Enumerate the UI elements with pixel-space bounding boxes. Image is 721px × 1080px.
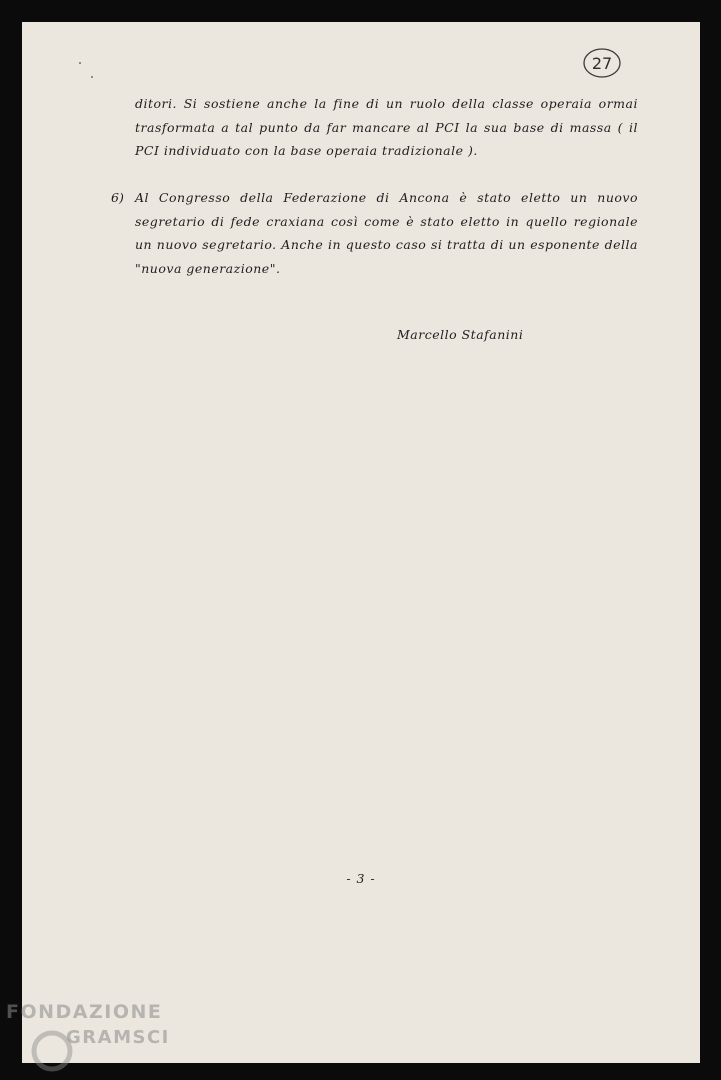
paragraph-continuation: ditori. Si sostiene anche la fine di un ruolo della classe operaia ormai trasformata a tal punto da far mancare al PCI la sua base di massa ( il PCI individuato con la base operaia tradizionale ). [135,96,638,158]
fondazione-gramsci-watermark [6,998,186,1080]
list-item-number: 6) [111,190,124,205]
watermark-line-1: FONDAZIONE [6,1001,163,1023]
signature: Marcello Stafanini [397,327,524,342]
document-page [22,22,700,1063]
watermark-g-logo-icon [34,1033,70,1069]
list-item-paragraph: Al Congresso della Federazione di Ancona è stato eletto un nuovo segretario di fede craxiana così come è stato eletto in quello regionale un nuovo segretario. Anche in questo caso si tratta di un esponente della "nuova generazione". [135,190,638,276]
paper-speck [91,76,93,78]
stamp-number: 27 [591,54,613,73]
paper-speck [79,62,81,64]
page-number: - 3 - [346,871,376,886]
watermark-line-2: GRAMSCI [66,1027,170,1048]
handwritten-page-number-stamp [582,46,622,80]
